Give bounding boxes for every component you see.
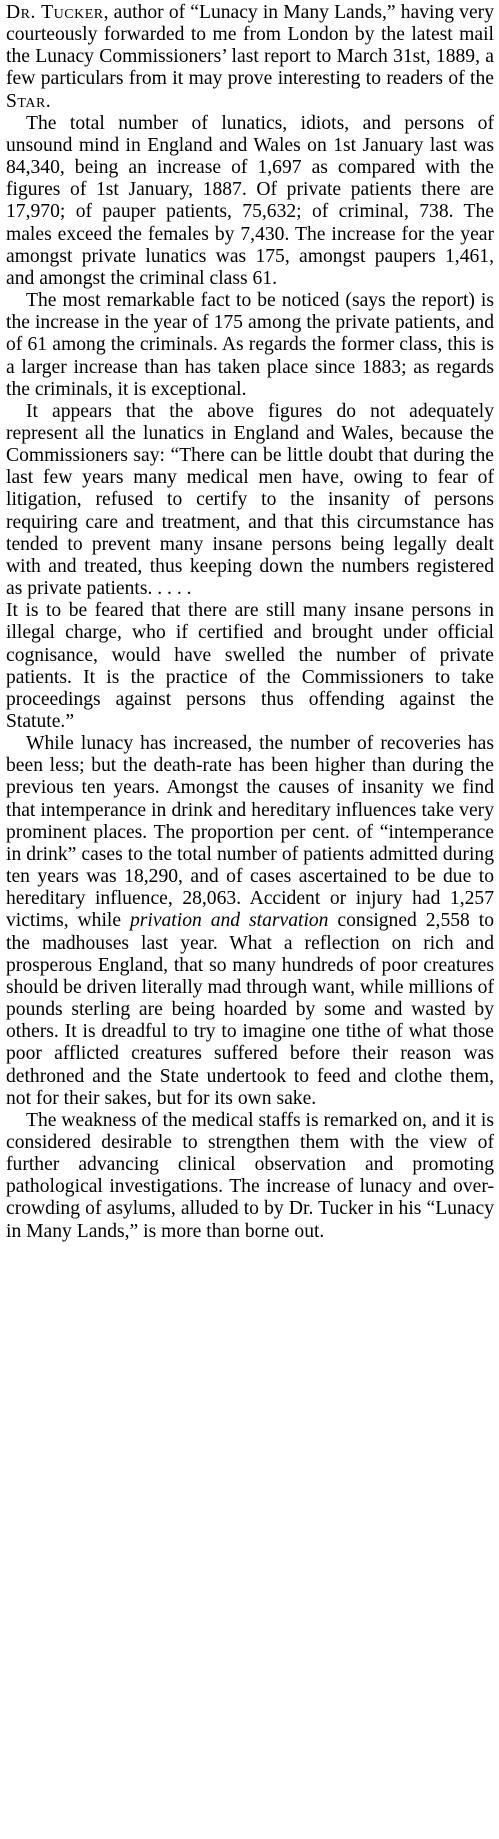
author-name: Dr. Tucker	[6, 2, 104, 23]
paragraph-conclusion: The weakness of the medical staffs is remarked on, and it is considered desirable to strengthen them with the view of further advancing clinical observation and promoting pathological investigations. The increase of lunacy and over-crowding of asylums, alluded to by Dr. Tucker in his “Lunacy in Many Lands,” is more than borne out.	[6, 1109, 494, 1242]
newspaper-article	[6, 2, 494, 1243]
paragraph-statistics: The total number of lunatics, idiots, and persons of unsound mind in England and Wales on 1st January last was 84,340, being an increase of 1,697 as compared with the figures of 1st January, 1887. Of private patients there are 17,970; of pauper patients, 75,632; of criminal, 738. The males exceed the females by 7,430. The increase for the year amongst private lunatics was 175, amongst paupers 1,461, and amongst the criminal class 61.	[6, 112, 494, 289]
paragraph-commissioners-quote: It appears that the above figures do not adequately represent all the lunatics in England and Wales, because the Commissioners say: “There can be little doubt that during the last few years many medical men have, owing to fear of litigation, refused to certify to the insanity of persons requiring care and treatment, and that this circumstance has tended to prevent many insane persons being legally dealt with and treated, thus keeping down the numbers registered as private patients. . . . .	[6, 400, 494, 600]
paragraph-report-remark: The most remarkable fact to be noticed (says the report) is the increase in the year of 175 among the private patients, and of 61 among the criminals. As regards the former class, this is a larger increase than has taken place since 1883; as regards the criminals, it is exceptional.	[6, 290, 494, 400]
publication-name: Star	[6, 90, 46, 112]
intro-end: .	[45, 90, 51, 112]
paragraph-quote-continued: It is to be feared that there are still many insane persons in illegal charge, who if certified and brought under official cognisance, would have swelled the number of private patients. It is the practice of the Commissioners to take proceedings against persons thus offending against the Statute.”	[6, 600, 494, 732]
paragraph-intro	[6, 2, 494, 113]
causes-text-before: While lunacy has increased, the number of recoveries has been less; but the death-rate has been higher than during the previous ten years. Amongst the causes of insanity we find that intemperance in drink and hereditary influences take very prominent places. The proportion per cent. of “intemperance in drink” cases to the total number of patients admitted during ten years was 18,290, and of cases ascertained to be due to hereditary influence, 28,063. Accident or injury had 1,257 victims, while	[6, 733, 494, 932]
causes-text-after: consigned 2,558 to the madhouses last year. What a reflection on rich and prosperous England, that so many hundreds of poor creatures should be driven literally mad through want, while millions of pounds sterling are being hoarded by some and wasted by others. It is dreadful to try to imagine one tithe of what those poor afflicted creatures suffered before their reason was dethroned and the State undertook to feed and clothe them, not for their sakes, but for its own sake.	[6, 910, 494, 1109]
intro-text: , author of “Lunacy in Many Lands,” having very courteously forwarded to me from London by the latest mail the Lunacy Commissioners’ last report to March 31st, 1889, a few particulars from it may prove interesting to readers of the	[6, 2, 494, 90]
causes-italic-phrase: privation and starvation	[129, 910, 329, 932]
paragraph-causes	[6, 733, 494, 1110]
